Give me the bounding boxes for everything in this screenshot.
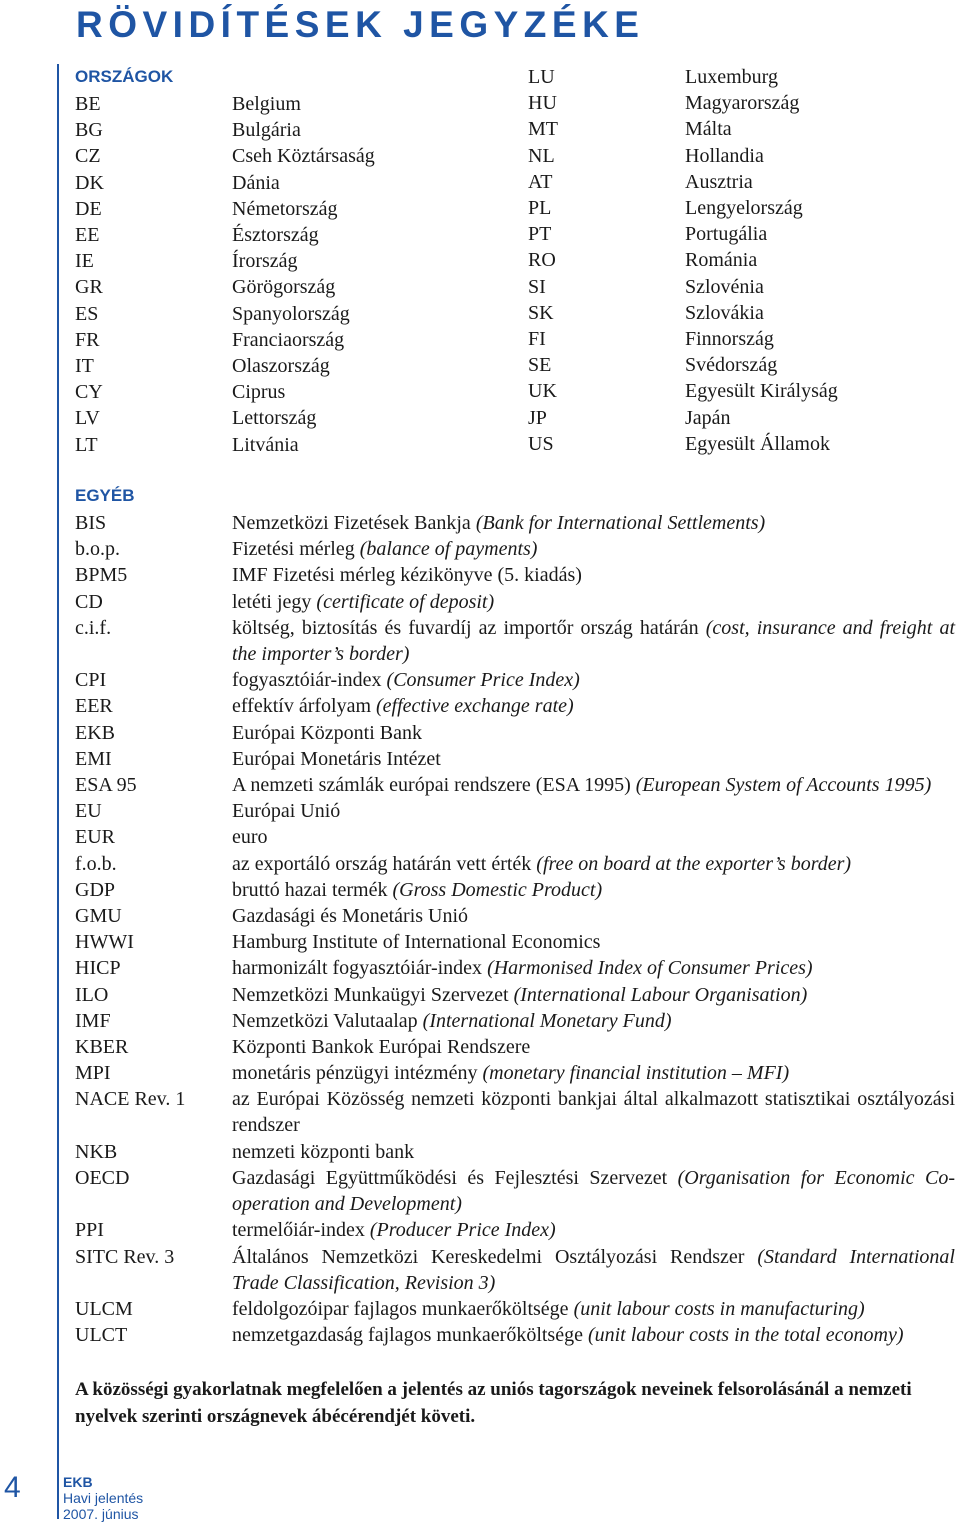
description-text: Hamburg Institute of International Economics	[232, 931, 601, 954]
country-name: Luxemburg	[685, 66, 778, 88]
country-code: LT	[75, 433, 98, 456]
description-text: effektív árfolyam	[232, 695, 372, 718]
country-code: SE	[528, 354, 552, 377]
description-text: Európai Monetáris Intézet	[232, 747, 441, 770]
english-gloss: (unit labour costs in the total economy)	[587, 1324, 904, 1347]
country-name: Portugália	[685, 223, 768, 246]
country-name: Németország	[232, 197, 338, 220]
abbreviation-description	[232, 1008, 955, 1034]
country-code: UK	[528, 380, 557, 403]
country-name: Ciprus	[232, 381, 286, 404]
countries-label: ORSZÁGOK	[75, 67, 174, 86]
abbreviation-description	[232, 982, 955, 1008]
abbreviation-code: EER	[75, 695, 113, 718]
abbreviation-code: BIS	[75, 512, 107, 534]
description-text: Gazdasági Együttműködési és Fejlesztési Szervezet	[232, 1167, 668, 1189]
abbreviation-code: MPI	[75, 1062, 111, 1085]
country-name: Hollandia	[685, 144, 764, 167]
description-text: A nemzeti számlák európai rendszere (ESA 1995)	[232, 774, 631, 796]
abbreviation-code: CPI	[75, 669, 107, 692]
country-code: DK	[75, 171, 104, 194]
abbreviation-code: ULCT	[75, 1324, 128, 1347]
abbreviation-code: c.i.f.	[75, 616, 112, 639]
country-code: CY	[75, 381, 103, 404]
abbreviation-description	[232, 720, 955, 746]
abbreviation-description	[232, 536, 955, 562]
abbreviation-description	[232, 562, 955, 588]
description-text: fogyasztóiár-index	[232, 669, 382, 692]
english-gloss: (International Labour Organisation)	[513, 983, 808, 1006]
abbreviation-description	[232, 877, 955, 903]
abbreviation-description	[232, 615, 955, 667]
english-gloss: (unit labour costs in manufacturing)	[573, 1298, 865, 1320]
description-text: nemzetgazdaság fajlagos munkaerőköltsége	[232, 1324, 583, 1347]
description-text: termelőiár-index	[232, 1219, 365, 1242]
country-name: Franciaország	[232, 328, 345, 351]
english-gloss: (Organisation for Economic Co-operation and Development)	[232, 1167, 955, 1215]
footer-date: 2007. június	[63, 1506, 139, 1522]
country-name: Észtország	[232, 224, 319, 246]
country-code: PL	[528, 197, 552, 219]
abbreviation-description	[232, 1296, 955, 1322]
country-name: Egyesült Királyság	[685, 380, 838, 403]
description-text: Gazdasági és Monetáris Unió	[232, 905, 469, 927]
abbreviation-code: PPI	[75, 1219, 104, 1242]
country-name: Magyarország	[685, 92, 800, 115]
footer-publisher: EKB	[63, 1474, 93, 1490]
abbreviation-code: BPM5	[75, 564, 128, 587]
abbreviation-description	[232, 903, 955, 929]
abbreviation-code: HWWI	[75, 931, 134, 954]
abbreviation-description	[232, 824, 955, 850]
english-gloss: (European System of Accounts 1995)	[635, 774, 932, 796]
country-name: Bulgária	[232, 119, 301, 142]
description-text: Európai Központi Bank	[232, 721, 422, 744]
country-name: Svédország	[685, 354, 778, 377]
english-gloss: (Producer Price Index)	[369, 1219, 556, 1242]
country-name: Japán	[685, 406, 731, 429]
abbreviation-code: IMF	[75, 1009, 111, 1032]
country-name: Litvánia	[232, 433, 299, 456]
abbreviation-description	[232, 510, 955, 536]
description-text: Nemzetközi Fizetések Bankja	[232, 512, 471, 534]
abbreviation-code: ULCM	[75, 1298, 133, 1320]
country-name: Lettország	[232, 407, 317, 430]
abbreviation-description	[232, 1244, 955, 1296]
country-code: LU	[528, 66, 555, 88]
english-gloss: (Bank for International Settlements)	[475, 512, 766, 534]
country-name: Cseh Köztársaság	[232, 145, 375, 168]
description-text: euro	[232, 826, 268, 849]
description-text: költség, biztosítás és fuvardíj az importőr ország határán	[232, 616, 699, 639]
country-code: IT	[75, 355, 94, 377]
footnote: A közösségi gyakorlatnak megfelelően a jelentés az uniós tagországok neveinek felsorolásánál a nemzeti nyelvek szerinti országnevek ábécérendjét követi.	[75, 1379, 912, 1427]
country-code: FR	[75, 328, 100, 351]
description-text: monetáris pénzügyi intézmény	[232, 1062, 478, 1085]
english-gloss: (balance of payments)	[359, 538, 538, 561]
abbreviation-code: EUR	[75, 826, 115, 849]
country-name: Görögország	[232, 276, 336, 299]
abbreviation-code: EU	[75, 800, 102, 823]
country-name: Finnország	[685, 328, 774, 350]
english-gloss: (certificate of deposit)	[316, 590, 495, 613]
description-text: Központi Bankok Európai Rendszere	[232, 1036, 531, 1058]
abbreviation-code: EMI	[75, 747, 112, 770]
english-gloss: (Consumer Price Index)	[386, 669, 580, 692]
description-text: harmonizált fogyasztóiár-index	[232, 957, 483, 980]
country-code: LV	[75, 407, 100, 430]
english-gloss: (Standard International Trade Classification, Revision 3)	[232, 1245, 955, 1294]
abbreviation-code: b.o.p.	[75, 538, 120, 561]
country-name: Lengyelország	[685, 197, 803, 219]
country-code: BG	[75, 119, 103, 142]
country-code: ES	[75, 302, 99, 325]
page-number: 4	[4, 1471, 21, 1504]
country-name: Málta	[685, 118, 732, 141]
abbreviation-description	[232, 589, 955, 615]
abbreviation-code: OECD	[75, 1167, 130, 1189]
country-name: Szlovákia	[685, 301, 764, 324]
country-code: MT	[528, 118, 558, 141]
country-code: US	[528, 432, 554, 455]
country-code: DE	[75, 197, 102, 220]
description-text: Európai Unió	[232, 800, 341, 823]
country-code: PT	[528, 223, 552, 246]
abbreviation-code: ESA 95	[75, 774, 137, 796]
abbreviation-description	[232, 798, 955, 824]
abbreviation-description	[232, 1034, 955, 1060]
english-gloss: (free on board at the exporter’s border)	[536, 852, 852, 875]
country-name: Spanyolország	[232, 302, 350, 325]
country-code: HU	[528, 92, 557, 115]
abbreviation-description	[232, 667, 955, 693]
english-gloss: (Gross Domestic Product)	[392, 878, 603, 901]
abbreviation-description	[232, 955, 955, 981]
country-name: Olaszország	[232, 355, 330, 377]
abbreviation-description	[232, 1086, 955, 1138]
abbreviation-code: ILO	[75, 983, 109, 1006]
abbreviation-code: HICP	[75, 957, 121, 980]
country-code: SI	[528, 275, 546, 298]
abbreviation-description	[232, 746, 955, 772]
country-name: Szlovénia	[685, 275, 764, 298]
page-title: RÖVIDÍTÉSEK JEGYZÉKE	[76, 4, 645, 45]
description-text: Nemzetközi Valutaalap	[232, 1009, 418, 1032]
abbreviation-code: KBER	[75, 1036, 129, 1058]
english-gloss: (effective exchange rate)	[376, 695, 574, 718]
abbreviation-description	[232, 1165, 955, 1217]
country-code: FI	[528, 328, 546, 350]
english-gloss: (cost, insurance and freight at the importer’s border)	[232, 616, 955, 665]
abbreviation-description	[232, 929, 955, 955]
english-gloss: (Harmonised Index of Consumer Prices)	[487, 957, 813, 980]
country-code: RO	[528, 249, 556, 272]
country-name: Dánia	[232, 171, 280, 194]
left-rule	[57, 64, 59, 1519]
country-code: EE	[75, 224, 100, 246]
abbreviation-description	[232, 772, 955, 798]
abbreviation-code: EKB	[75, 721, 115, 744]
country-code: NL	[528, 144, 555, 167]
abbreviation-code: GMU	[75, 905, 122, 927]
english-gloss: (monetary financial institution – MFI)	[482, 1062, 790, 1085]
country-name: Ausztria	[685, 170, 753, 193]
description-text: az exportáló ország határán vett érték	[232, 852, 532, 875]
country-code: CZ	[75, 145, 101, 168]
abbreviation-code: CD	[75, 590, 103, 613]
abbreviation-code: NACE Rev. 1	[75, 1088, 186, 1111]
abbreviation-description	[232, 1217, 955, 1243]
footer-publication: Havi jelentés	[63, 1490, 144, 1506]
country-code: JP	[528, 406, 547, 429]
description-text: bruttó hazai termék	[232, 878, 388, 901]
abbreviation-code: NKB	[75, 1140, 118, 1163]
description-text: feldolgozóipar fajlagos munkaerőköltsége	[232, 1298, 569, 1320]
country-name: Románia	[685, 249, 758, 272]
description-text: Nemzetközi Munkaügyi Szervezet	[232, 983, 509, 1006]
abbreviation-code: f.o.b.	[75, 852, 117, 875]
abbreviation-description	[232, 851, 955, 877]
description-text: Általános Nemzetközi Kereskedelmi Osztályozási Rendszer	[232, 1245, 745, 1268]
country-code: AT	[528, 170, 553, 193]
description-text: nemzeti központi bank	[232, 1140, 415, 1163]
country-code: IE	[75, 250, 94, 273]
description-text: IMF Fizetési mérleg kézikönyve (5. kiadás)	[232, 564, 582, 587]
description-text: az Európai Közösség nemzeti központi bankjai által alkalmazott statisztikai osztályozási rendszer	[232, 1088, 955, 1137]
country-name: Belgium	[232, 93, 301, 115]
abbreviation-description	[232, 693, 955, 719]
english-gloss: (International Monetary Fund)	[422, 1009, 672, 1032]
country-name: Egyesült Államok	[685, 432, 830, 455]
abbreviation-code: SITC Rev. 3	[75, 1245, 175, 1268]
abbreviation-description	[232, 1322, 955, 1348]
country-code: SK	[528, 301, 554, 324]
country-code: BE	[75, 93, 101, 115]
abbreviation-code: GDP	[75, 878, 116, 901]
other-label: EGYÉB	[75, 486, 135, 505]
country-code: GR	[75, 276, 103, 299]
abbreviation-description	[232, 1060, 955, 1086]
description-text: Fizetési mérleg	[232, 538, 355, 561]
description-text: letéti jegy	[232, 590, 312, 613]
abbreviation-description	[232, 1139, 955, 1165]
country-name: Írország	[232, 250, 298, 273]
